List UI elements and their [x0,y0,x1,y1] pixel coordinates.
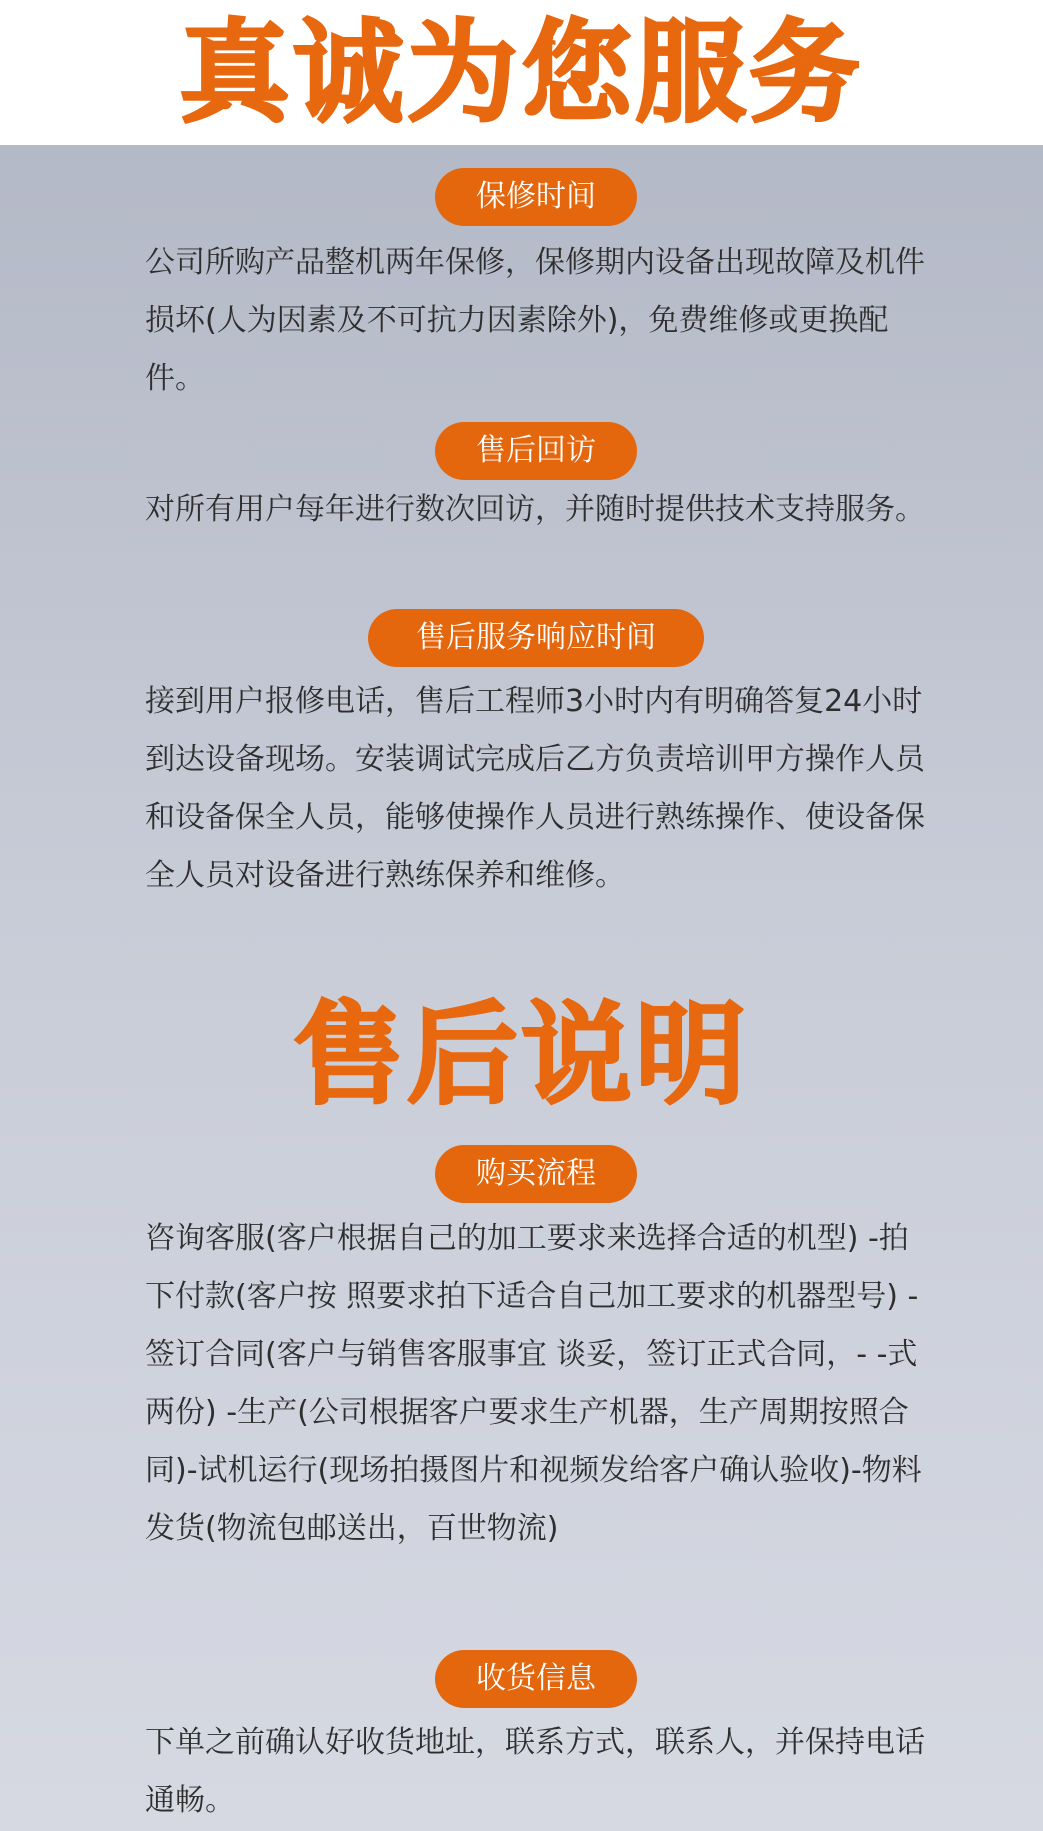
after-sales-title: 售后说明 [293,991,750,1119]
section-label-purchase-process: 购买流程 [435,1145,637,1203]
section-text-follow-up: 对所有用户每年进行数次回访，并随时提供技术支持服务。 [145,492,925,527]
section-text-warranty: 公司所购产品整机两年保修，保修期内设备出现故障及机件损坏(人为因素及不可抗力因素除外)，免费维修或更换配件。 [145,245,925,396]
section-label-response-time: 售后服务响应时间 [368,609,704,667]
section-label-follow-up: 售后回访 [435,422,637,480]
page-title: 真诚为您服务 [179,9,864,137]
section-text-delivery-info: 下单之前确认好收货地址，联系方式，联系人，并保持电话通畅。 [145,1725,925,1818]
section-label-warranty: 保修时间 [435,168,637,226]
section-text-purchase-process: 咨询客服(客户根据自己的加工要求来选择合适的机型) -拍下付款(客户按 照要求拍下适合自己加工要求的机器型号) -签订合同(客户与销售客服事宜 谈妥，签订正式合同，- -式两份) -生产(公司根据客户要求生产机器，生产周期按照合同)-试机运行(现场拍摄图片和视频发给客户确认验收)-物料发货(物流包邮送出，百世物流) [145,1221,922,1546]
section-text-response-time: 接到用户报修电话，售后工程师3小时内有明确答复24小时到达设备现场。安装调试完成后乙方负责培训甲方操作人员和设备保全人员，能够使操作人员进行熟练操作、使设备保全人员对设备进行熟练保养和维修。 [145,684,925,893]
section-label-delivery-info: 收货信息 [435,1650,637,1708]
